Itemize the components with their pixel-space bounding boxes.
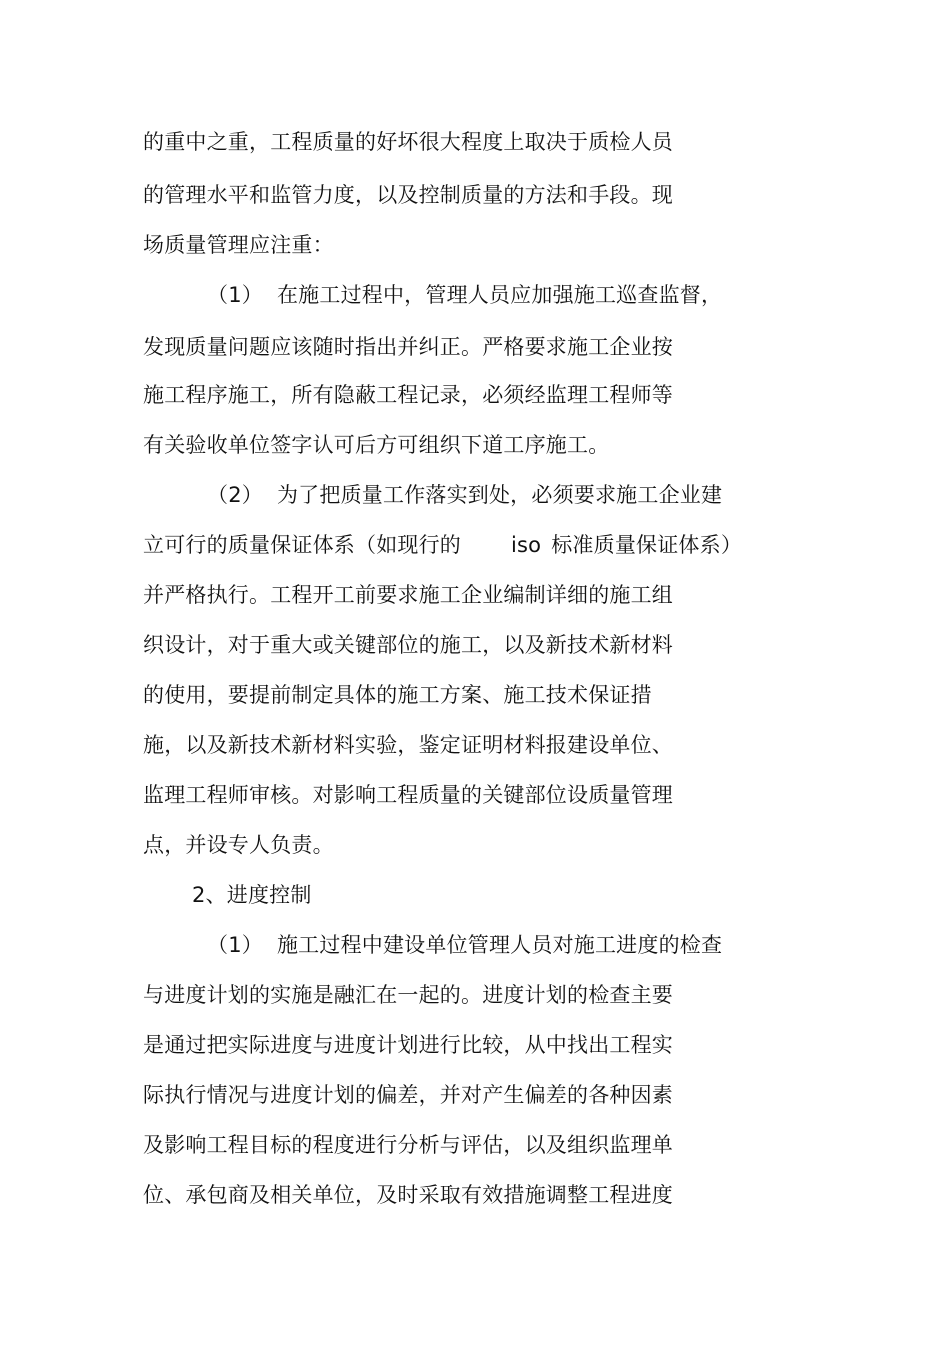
list-item-3-text: 施工过程中建设单位管理人员对施工进度的检查: [276, 933, 723, 957]
list-item-2-line-8: 点，并设专人负责。: [143, 833, 334, 857]
list-marker-3: （1）: [207, 933, 263, 957]
list-item-1-line-3: 施工程序施工，所有隐蔽工程记录，必须经监理工程师等: [143, 383, 673, 407]
paragraph-line-1: 的重中之重，工程质量的好坏很大程度上取决于质检人员: [143, 130, 673, 154]
list-marker-1: （1）: [207, 283, 263, 307]
list-item-3-line-2: 与进度计划的实施是融汇在一起的。进度计划的检查主要: [143, 983, 673, 1007]
list-item-3-line-4: 际执行情况与进度计划的偏差，并对产生偏差的各种因素: [143, 1083, 673, 1107]
list-item-1-text: 在施工过程中，管理人员应加强施工巡查监督，: [276, 283, 723, 307]
list-item-2-line-3: 并严格执行。工程开工前要求施工企业编制详细的施工组: [143, 583, 673, 607]
list-item-2-line-2: [143, 530, 742, 560]
list-item-2-text-a: 立可行的质量保证体系（如现行的: [143, 533, 461, 557]
paragraph-line-2: 的管理水平和监管力度，以及控制质量的方法和手段。现: [143, 183, 673, 207]
list-item-3-line-5: 及影响工程目标的程度进行分析与评估，以及组织监理单: [143, 1133, 673, 1157]
paragraph-line-3: 场质量管理应注重：: [143, 233, 334, 257]
list-item-2-text: 为了把质量工作落实到处，必须要求施工企业建: [276, 483, 723, 507]
list-item-1-line-2: 发现质量问题应该随时指出并纠正。严格要求施工企业按: [143, 335, 673, 359]
list-item-1-line-1: [207, 280, 722, 310]
list-item-2-line-7: 监理工程师审核。对影响工程质量的关键部位设质量管理: [143, 783, 673, 807]
list-item-2-line-4: 织设计，对于重大或关键部位的施工，以及新技术新材料: [143, 633, 673, 657]
iso-rest: 标准质量保证体系）: [551, 533, 743, 557]
list-item-3-line-6: 位、承包商及相关单位，及时采取有效措施调整工程进度: [143, 1183, 673, 1207]
list-item-3-line-1: [207, 930, 722, 960]
list-item-2-line-6: 施，以及新技术新材料实验，鉴定证明材料报建设单位、: [143, 733, 673, 757]
section-heading: 2、进度控制: [192, 883, 312, 907]
list-item-1-line-4: 有关验收单位签字认可后方可组织下道工序施工。: [143, 433, 610, 457]
list-marker-2: （2）: [207, 483, 263, 507]
iso-term: iso: [511, 533, 542, 557]
list-item-3-line-3: 是通过把实际进度与进度计划进行比较，从中找出工程实: [143, 1033, 673, 1057]
list-item-2-line-5: 的使用，要提前制定具体的施工方案、施工技术保证措: [143, 683, 652, 707]
list-item-2-line-1: [207, 480, 722, 510]
